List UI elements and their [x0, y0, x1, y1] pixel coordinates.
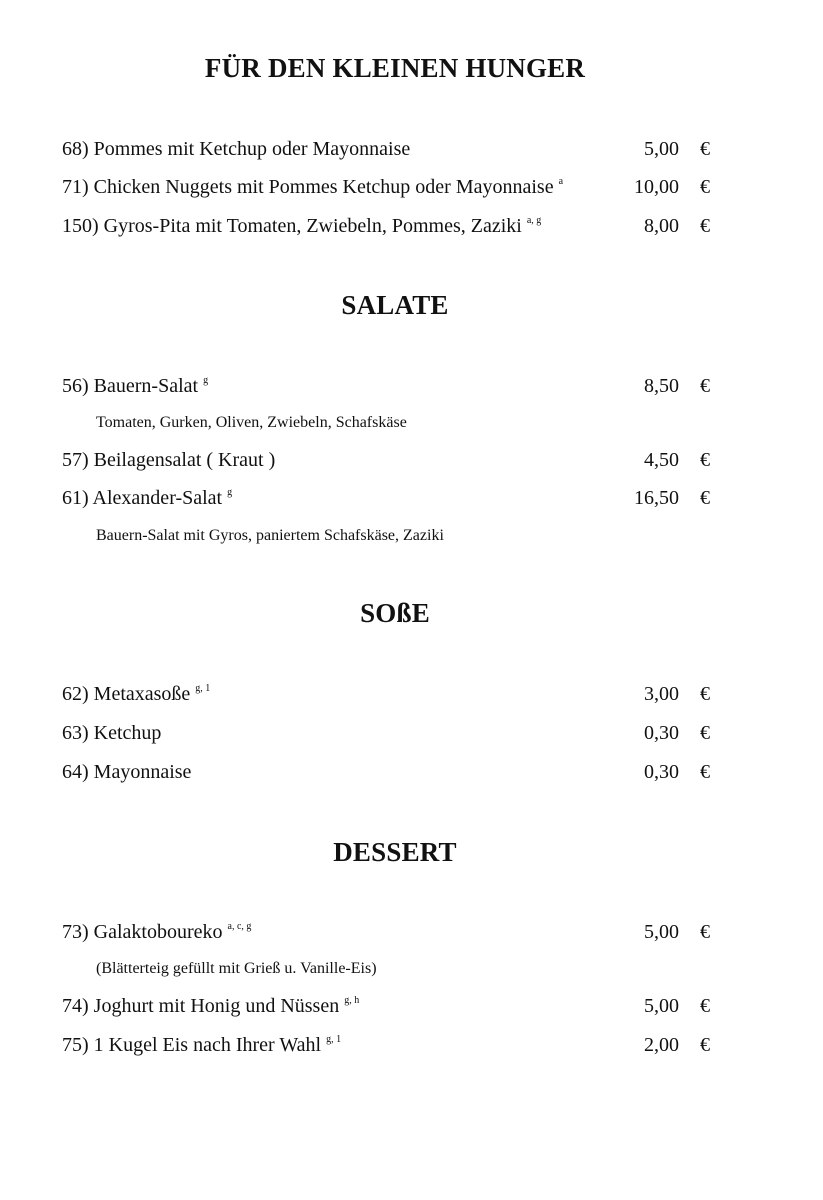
item-name: 64) Mayonnaise: [62, 761, 192, 783]
allergen-codes: g, h: [344, 995, 360, 1006]
menu-item: [62, 174, 712, 200]
menu-item: [62, 720, 712, 746]
menu-item: [62, 485, 712, 511]
currency-symbol: €: [700, 449, 710, 471]
item-name: 57) Beilagensalat ( Kraut ): [62, 449, 276, 471]
item-price: 8,00: [644, 215, 679, 237]
item-name: 61) Alexander-Salat $^g$: [62, 487, 233, 509]
currency-symbol: €: [700, 722, 710, 744]
item-price: 5,00: [644, 995, 679, 1017]
menu-item: [62, 1032, 712, 1058]
item-name: 71) Chicken Nuggets mit Pommes Ketchup oder Mayonnaise $^a$: [62, 176, 564, 198]
item-price: 3,00: [644, 683, 679, 705]
menu-item: [62, 136, 712, 162]
menu-item: [62, 213, 712, 239]
allergen-codes: a, g: [526, 215, 542, 226]
currency-symbol: €: [700, 176, 710, 198]
menu-item: [62, 759, 712, 785]
item-name: 63) Ketchup: [62, 722, 162, 744]
allergen-codes: a, c, g: [227, 921, 252, 932]
currency-symbol: €: [700, 215, 710, 237]
menu-item: [62, 373, 712, 399]
section-heading-dessert: DESSERT: [333, 837, 457, 867]
item-price: 0,30: [644, 761, 679, 783]
allergen-codes: g: [203, 375, 209, 386]
item-name: 68) Pommes mit Ketchup oder Mayonnaise: [62, 138, 411, 160]
currency-symbol: €: [700, 761, 710, 783]
item-name: 74) Joghurt mit Honig und Nüssen $^{g, h}$: [62, 995, 360, 1017]
allergen-codes: a: [558, 176, 564, 187]
menu-item: [62, 993, 712, 1019]
item-price: 5,00: [644, 921, 679, 943]
currency-symbol: €: [700, 487, 710, 509]
currency-symbol: €: [700, 138, 710, 160]
item-name: 62) Metaxasoße $^{g, 1}$: [62, 683, 211, 705]
item-name: 75) 1 Kugel Eis nach Ihrer Wahl $^{g, 1}$: [62, 1034, 342, 1056]
currency-symbol: €: [700, 995, 710, 1017]
item-price: 10,00: [634, 176, 679, 198]
currency-symbol: €: [700, 683, 710, 705]
item-name: 150) Gyros-Pita mit Tomaten, Zwiebeln, Pommes, Zaziki $^{a, g}$: [62, 215, 542, 237]
allergen-codes: g: [227, 487, 233, 498]
allergen-codes: g, 1: [326, 1034, 342, 1045]
item-name: 56) Bauern-Salat $^g$: [62, 375, 209, 397]
menu-item: [62, 681, 712, 707]
allergen-codes: g, 1: [195, 683, 211, 694]
item-price: 2,00: [644, 1034, 679, 1056]
item-price: 0,30: [644, 722, 679, 744]
item-description: Tomaten, Gurken, Oliven, Zwiebeln, Schafskäse: [96, 414, 407, 431]
currency-symbol: €: [700, 1034, 710, 1056]
item-name: 73) Galaktoboureko $^{a, c, g}$: [62, 921, 252, 943]
menu-item: [62, 919, 712, 945]
section-heading-sauce: SOßE: [360, 598, 430, 628]
item-price: 16,50: [634, 487, 679, 509]
item-price: 5,00: [644, 138, 679, 160]
currency-symbol: €: [700, 921, 710, 943]
menu-item: [62, 447, 712, 473]
item-price: 8,50: [644, 375, 679, 397]
currency-symbol: €: [700, 375, 710, 397]
section-heading-salads: SALATE: [341, 290, 449, 320]
item-description: (Blätterteig gefüllt mit Grieß u. Vanille-Eis): [96, 960, 377, 977]
section-heading-small-hunger: FÜR DEN KLEINEN HUNGER: [204, 53, 586, 83]
item-description: Bauern-Salat mit Gyros, paniertem Schafskäse, Zaziki: [96, 527, 444, 544]
item-price: 4,50: [644, 449, 679, 471]
